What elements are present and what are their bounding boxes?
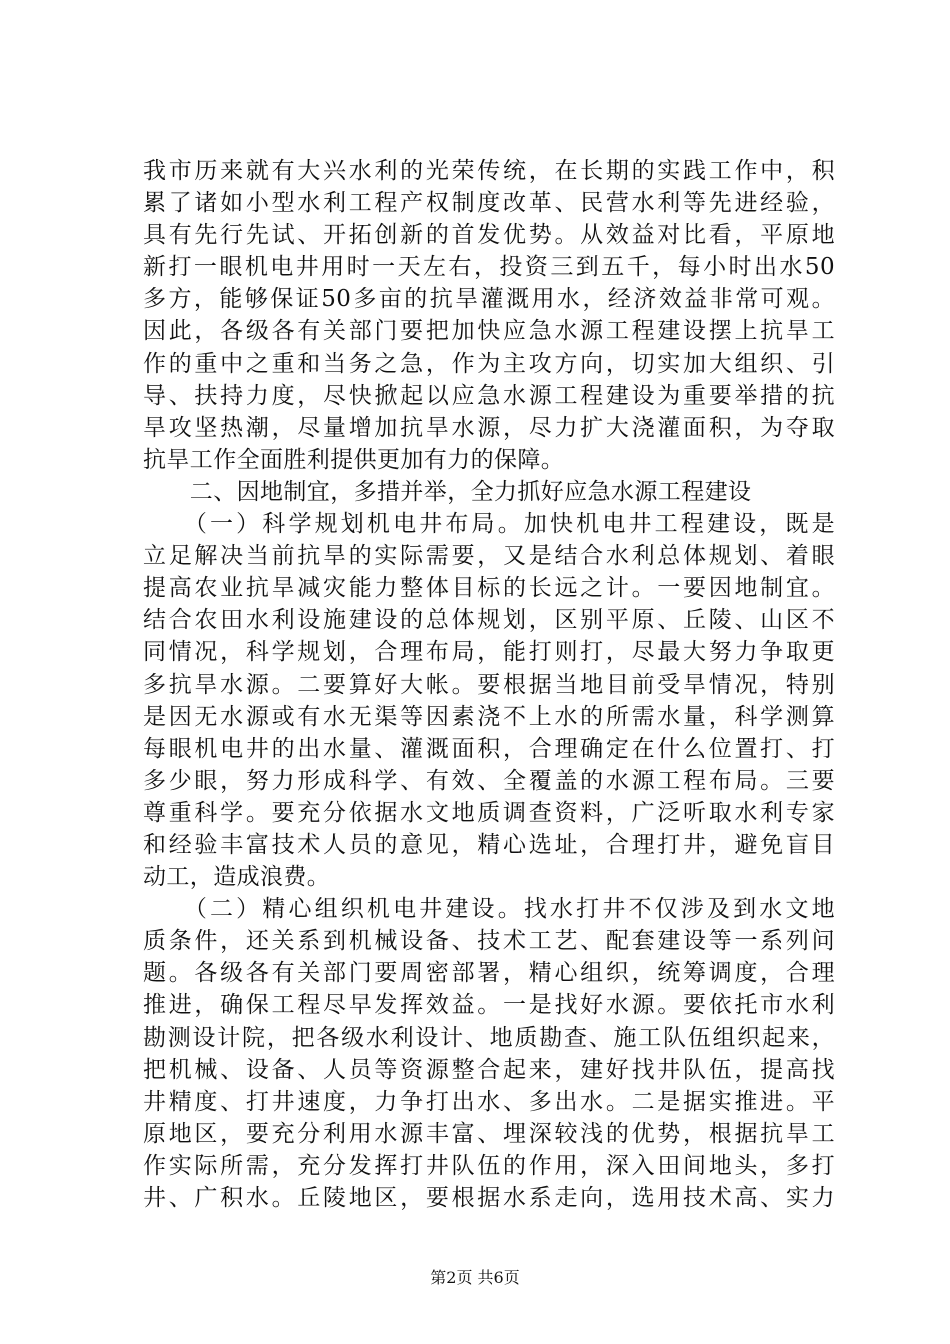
page-footer: 第2页 共6页 [430,1268,520,1287]
text-line: （一）科学规划机电井布局。加快机电井工程建设，既是 [143,511,835,538]
text-line: 提高农业抗旱减灾能力整体目标的长远之计。一要因地制宜。 [143,575,835,602]
text-line: 导、扶持力度，尽快掀起以应急水源工程建设为重要举措的抗 [143,382,835,409]
text-line: 结合农田水利设施建设的总体规划，区别平原、丘陵、山区不 [143,607,835,634]
text-line: 旱攻坚热潮，尽量增加抗旱水源，尽力扩大浇灌面积，为夺取 [143,414,835,441]
text-line: 勘测设计院，把各级水利设计、地质勘查、施工队伍组织起来， [143,1024,835,1051]
text-line: 和经验丰富技术人员的意见，精心选址，合理打井，避免盲目 [143,831,835,858]
text-line: （二）精心组织机电井建设。找水打井不仅涉及到水文地 [143,896,835,923]
text-line: 具有先行先试、开拓创新的首发优势。从效益对比看，平原地 [143,222,835,249]
text-line: 多抗旱水源。二要算好大帐。要根据当地目前受旱情况，特别 [143,671,835,698]
text-line: 井精度、打井速度，力争打出水、多出水。二是据实推进。平 [143,1088,835,1115]
text-line: 二、因地制宜，多措并举，全力抓好应急水源工程建设 [143,478,752,505]
text-line: 多少眼，努力形成科学、有效、全覆盖的水源工程布局。三要 [143,767,835,794]
text-line: 新打一眼机电井用时一天左右，投资三到五千，每小时出水50 [143,254,835,281]
text-line: 我市历来就有大兴水利的光荣传统，在长期的实践工作中，积 [143,158,835,184]
text-line: 推进，确保工程尽早发挥效益。一是找好水源。要依托市水利 [143,992,835,1019]
text-line: 质条件，还关系到机械设备、技术工艺、配套建设等一系列问 [143,928,835,955]
body-text [143,155,835,1214]
text-line: 每眼机电井的出水量、灌溉面积，合理确定在什么位置打、打 [143,735,835,762]
text-line: 多方，能够保证50多亩的抗旱灌溉用水，经济效益非常可观。 [143,286,835,313]
text-line: 是因无水源或有水无渠等因素浇不上水的所需水量，科学测算 [143,703,835,730]
text-line: 把机械、设备、人员等资源整合起来，建好找井队伍，提高找 [143,1056,835,1083]
text-line: 尊重科学。要充分依据水文地质调查资料，广泛听取水利专家 [143,799,835,826]
text-line: 题。各级各有关部门要周密部署，精心组织，统筹调度，合理 [143,960,835,987]
text-line: 抗旱工作全面胜利提供更加有力的保障。 [143,446,565,473]
text-line: 立足解决当前抗旱的实际需要，又是结合水利总体规划、着眼 [143,543,835,570]
text-line: 作的重中之重和当务之急，作为主攻方向，切实加大组织、引 [143,350,835,377]
text-line: 作实际所需，充分发挥打井队伍的作用，深入田间地头，多打 [143,1152,835,1179]
text-line: 同情况，科学规划，合理布局，能打则打，尽最大努力争取更 [143,639,835,666]
text-line: 动工，造成浪费。 [143,864,331,891]
text-line: 累了诸如小型水利工程产权制度改革、民营水利等先进经验， [143,190,835,217]
text-line: 井、广积水。丘陵地区，要根据水系走向，选用技术高、实力 [143,1185,835,1211]
text-line: 因此，各级各有关部门要把加快应急水源工程建设摆上抗旱工 [143,318,835,345]
text-line: 原地区，要充分利用水源丰富、埋深较浅的优势，根据抗旱工 [143,1120,835,1147]
